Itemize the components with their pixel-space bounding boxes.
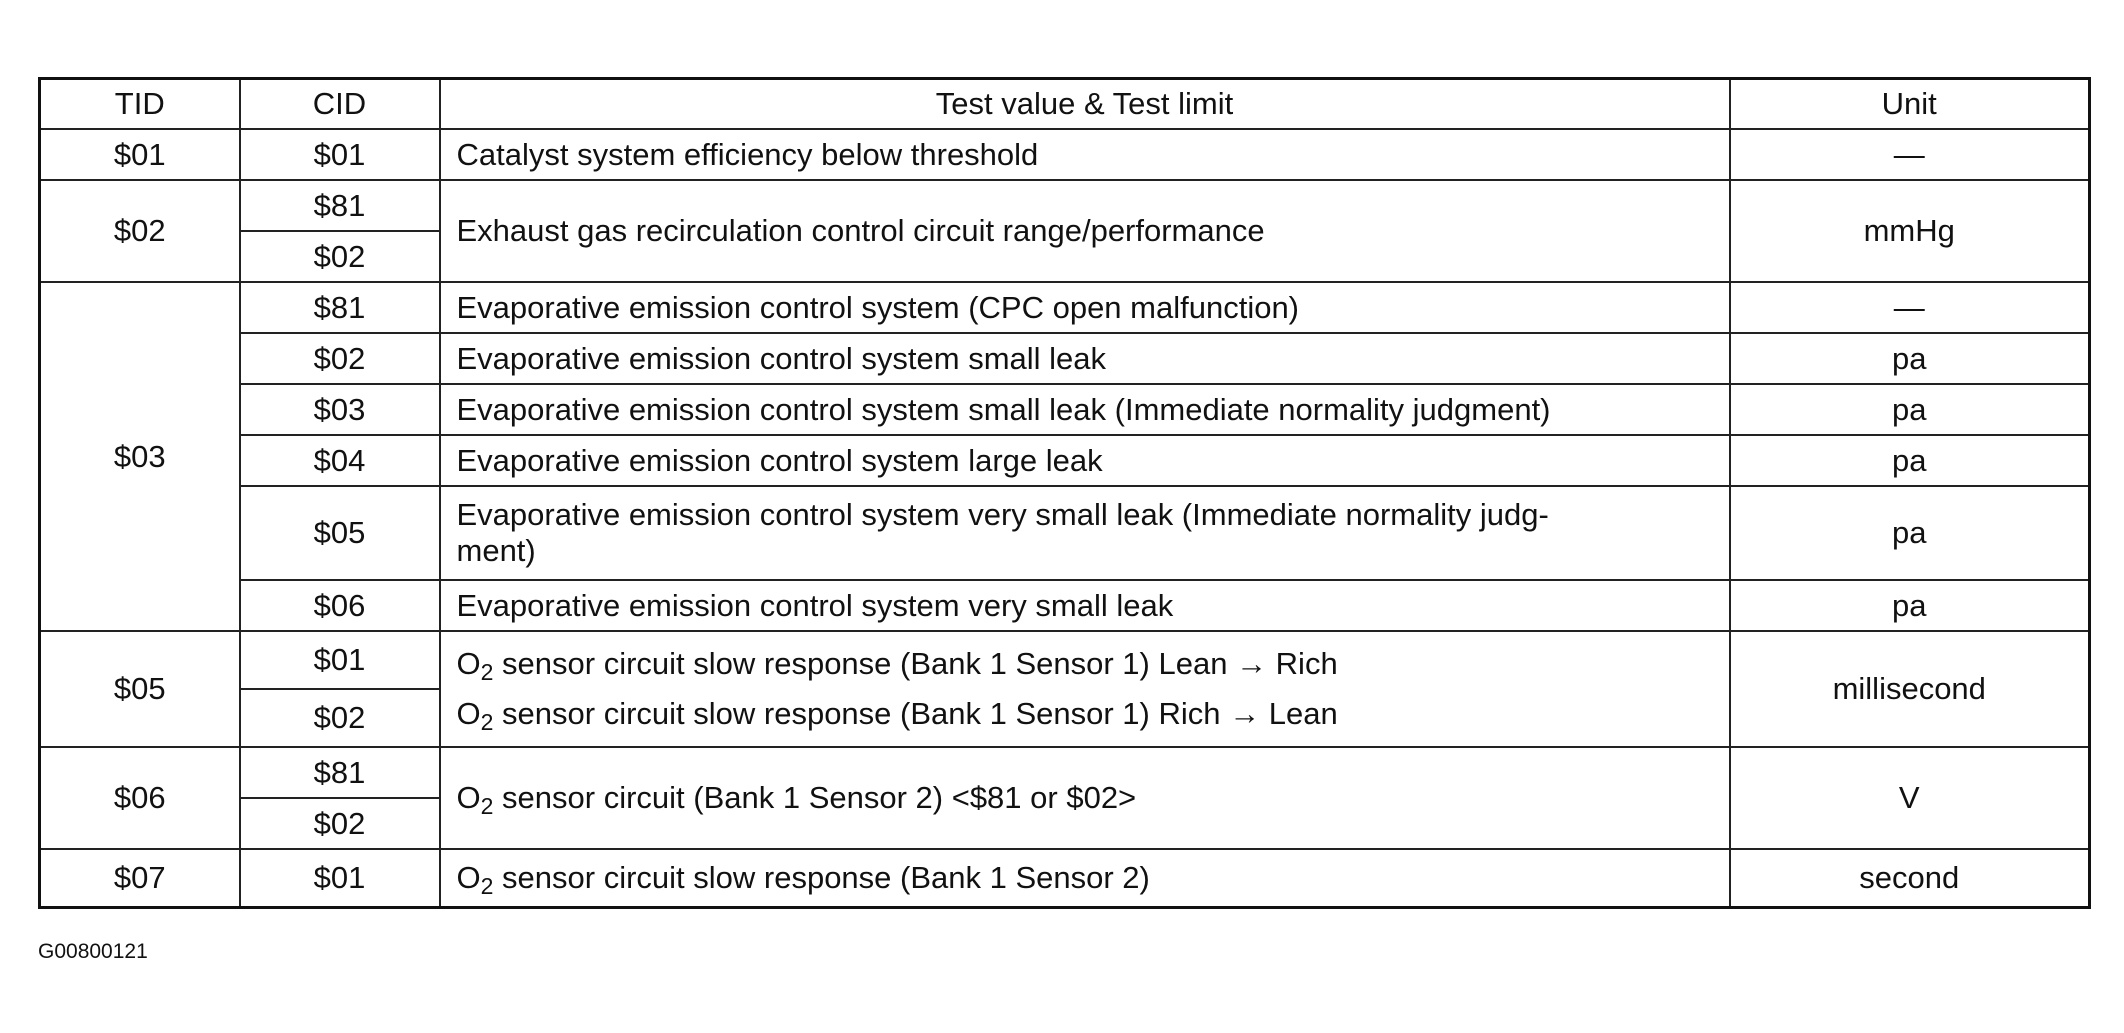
table-row <box>40 180 2090 231</box>
unit-cell: pa <box>1730 435 2090 486</box>
unit-cell: — <box>1730 282 2090 333</box>
cid-cell: $81 <box>240 282 440 333</box>
desc-cell: Evaporative emission control system very small leak <box>440 580 1730 631</box>
desc-cell: Catalyst system efficiency below threshold <box>440 129 1730 180</box>
cid-cell: $01 <box>240 849 440 908</box>
table-row <box>40 747 2090 798</box>
desc-line: ment) <box>456 533 536 568</box>
header-cid: CID <box>240 79 440 130</box>
cid-cell: $81 <box>240 747 440 798</box>
unit-cell: pa <box>1730 486 2090 580</box>
tid-cell: $07 <box>40 849 240 908</box>
table-row <box>40 384 2090 435</box>
table-row <box>40 849 2090 908</box>
table-row <box>40 486 2090 580</box>
table-row <box>40 631 2090 689</box>
desc-cell: Evaporative emission control system small leak <box>440 333 1730 384</box>
unit-cell: millisecond <box>1730 631 2090 747</box>
tid-cell: $02 <box>40 180 240 282</box>
figure-code: G00800121 <box>38 940 148 963</box>
cid-cell: $04 <box>240 435 440 486</box>
unit-cell: — <box>1730 129 2090 180</box>
unit-cell: pa <box>1730 384 2090 435</box>
table-row <box>40 580 2090 631</box>
desc-text: sensor circuit slow response (Bank 1 Sensor 1) Lean → Rich <box>493 646 1338 681</box>
cid-cell: $05 <box>240 486 440 580</box>
unit-cell: mmHg <box>1730 180 2090 282</box>
cid-cell: $03 <box>240 384 440 435</box>
header-test-value: Test value & Test limit <box>440 79 1730 130</box>
o2-subscript: 2 <box>480 659 494 685</box>
header-unit: Unit <box>1730 79 2090 130</box>
desc-text: sensor circuit slow response (Bank 1 Sensor 2) <box>493 860 1150 895</box>
table-row <box>40 435 2090 486</box>
o2-symbol: O <box>456 780 481 815</box>
table-row <box>40 282 2090 333</box>
desc-line <box>456 696 1717 735</box>
desc-text: sensor circuit slow response (Bank 1 Sensor 1) Rich → Lean <box>493 696 1338 731</box>
unit-cell: second <box>1730 849 2090 908</box>
o2-subscript: 2 <box>480 873 494 899</box>
tid-cell: $05 <box>40 631 240 747</box>
o2-symbol: O <box>456 646 481 681</box>
desc-cell: Evaporative emission control system large leak <box>440 435 1730 486</box>
cid-cell: $81 <box>240 180 440 231</box>
cid-cell: $02 <box>240 689 440 747</box>
o2-symbol: O <box>456 860 481 895</box>
desc-line <box>456 646 1717 685</box>
cid-cell: $01 <box>240 631 440 689</box>
header-row <box>40 79 2090 130</box>
cid-cell: $02 <box>240 798 440 849</box>
unit-cell: pa <box>1730 333 2090 384</box>
o2-subscript: 2 <box>480 709 494 735</box>
tid-cell: $03 <box>40 282 240 631</box>
tid-cell: $06 <box>40 747 240 849</box>
desc-cell: Evaporative emission control system (CPC open malfunction) <box>440 282 1730 333</box>
header-tid: TID <box>40 79 240 130</box>
desc-cell <box>440 747 1730 849</box>
unit-cell: V <box>1730 747 2090 849</box>
o2-subscript: 2 <box>480 793 494 819</box>
cid-cell: $06 <box>240 580 440 631</box>
tid-cell: $01 <box>40 129 240 180</box>
cid-cell: $02 <box>240 333 440 384</box>
desc-text: sensor circuit (Bank 1 Sensor 2) <$81 or $02> <box>493 780 1137 815</box>
unit-cell: pa <box>1730 580 2090 631</box>
cid-cell: $01 <box>240 129 440 180</box>
test-limit-table <box>38 77 2091 909</box>
table-row <box>40 129 2090 180</box>
o2-symbol: O <box>456 696 481 731</box>
table-row <box>40 333 2090 384</box>
desc-cell <box>440 631 1730 747</box>
desc-cell: Evaporative emission control system small leak (Immediate normality judgment) <box>440 384 1730 435</box>
desc-line: Evaporative emission control system very small leak (Immediate normality judg- <box>456 497 1549 532</box>
desc-cell <box>440 486 1730 580</box>
cid-cell: $02 <box>240 231 440 282</box>
desc-cell <box>440 849 1730 908</box>
desc-cell: Exhaust gas recirculation control circuit range/performance <box>440 180 1730 282</box>
